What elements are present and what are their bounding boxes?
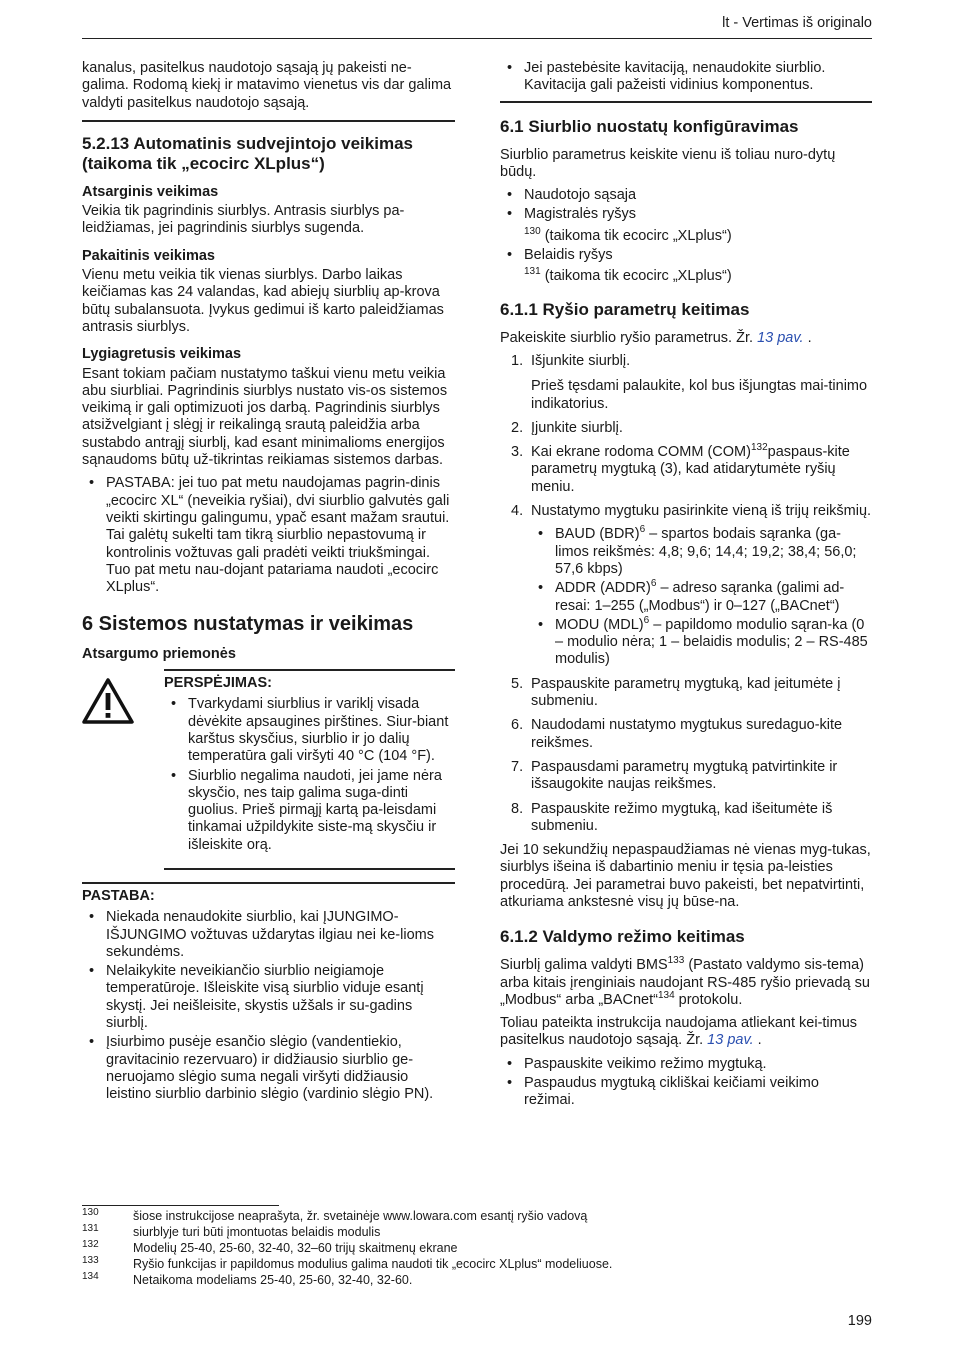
figure-link[interactable]: 13 pav. (757, 329, 804, 346)
step-number: 7. (511, 758, 524, 775)
footnote-ref: 133 (667, 955, 685, 967)
note-list (82, 909, 455, 1103)
note-title: PASTABA: (82, 887, 155, 904)
footnote-number: 133 (82, 1255, 99, 1266)
page-number: 199 (847, 1313, 872, 1329)
cavitation-list (500, 60, 872, 95)
note-text: jei tuo pat metu naudojamas pagrin-dinis „ecocirc XL“ (neveikia ryšiai), dvi siurblio galvutės gali veikti skirtingu galingumu, ypač esant mažam srautui. Tai galėtų sukelti tam tikrą siurblio nepastovumą ir kontrolinis vožtuvas gali pradėti veikti triukšmingai. Tuo pat metu nau-dojant patariama naudoti „ecocirc XLplus“. (106, 475, 450, 596)
footnote-number: 132 (82, 1239, 99, 1250)
warning-content (164, 669, 455, 870)
config-method-item (500, 206, 872, 245)
step-item (500, 444, 872, 496)
mode-step-item: • Paspauskite veikimo režimo mygtuką. (500, 1056, 872, 1073)
section-5-2-13-heading: 5.2.13 Automatinis sudvejintojo veikimas (taikoma tik „ecocirc XLplus“) (82, 133, 413, 173)
section-6-1-2-p1 (500, 957, 872, 1009)
footnote-ref: 6 (639, 524, 646, 536)
step-text: Paspauskite režimo mygtuką, kad išeitumėte iš submeniu. (531, 800, 833, 834)
warning-title: PERSPĖJIMAS: (164, 675, 272, 692)
footnote (82, 1256, 872, 1272)
step-item (500, 676, 872, 711)
config-method-item: • Naudotojo sąsaja (500, 187, 872, 204)
step-text: Įjunkite siurblį. (531, 419, 623, 436)
parallel-mode-title: Lygiagretusis veikimas (82, 346, 242, 363)
step-text: Naudodami nustatymo mygtukus suredaguo-kite reikšmes. (531, 717, 843, 751)
config-methods-list (500, 187, 872, 285)
section-rule (82, 120, 455, 122)
note-label: PASTABA: (106, 475, 175, 492)
footnote-ref: 131 (524, 266, 541, 278)
section-6-1-2-p2 (500, 1015, 872, 1050)
warning-item: • Siurblio negalima naudoti, jei jame nėra skysčio, nes taip galima suga-dinti guolius. Prieš pirmąjį kartą pa-leisdami tinkamai užpildykite siste-mą skysčiu ir išleiskite orą. (164, 768, 455, 854)
section-6-1-1-outro: Jei 10 sekundžių nepaspaudžiamas nė vienas myg-tukas, siurblys išeina iš dabartinio meniu ir tęsia pa-leisties procedūrą. Jei parametrai buvo pakeisti, bet nepatvirtinti, atkuriama ankstesnė visų jų būse-na. (500, 842, 871, 910)
step-number: 3. (511, 444, 524, 461)
safety-title: Atsargumo priemonės (82, 645, 236, 662)
page-header (82, 14, 872, 39)
figure-link[interactable]: 13 pav. (707, 1032, 754, 1049)
fn-131-text: (taikoma tik ecocirc „XLplus“) (544, 268, 732, 285)
footnote-number: 131 (82, 1223, 99, 1234)
config-method-label: Magistralės ryšys (524, 206, 636, 223)
step-number: 4. (511, 503, 524, 520)
step-text: Nustatymo mygtuku pasirinkite vieną iš trijų reikšmių. (531, 503, 872, 520)
step-number: 5. (511, 675, 524, 692)
section-6-1-heading: 6.1 Siurblio nuostatų konfigūravimas (500, 116, 799, 136)
addr-text: – adreso sąranka (galimi ad-resai: 1–255 („Modbus“) ir 0–127 („BACnet“) (555, 580, 845, 614)
p2-text-end: . (753, 1032, 762, 1049)
parallel-mode-text: Esant tokiam pačiam nustatymo taškui vienu metu veikia abu siurbliai. Pagrindinis siurblys nustato vis-os sistemos veikimą ir gali optimizuoti jos darbą. Pagrindinis siurblys atsižvelgiant į slėgį ir reikalingą srautą paleidžia arba sustabdo antrąjį siurblį, kad esant minimalioms energijos sąnaudoms būtų už-tikrintas reikiamas sistemos darbas. (82, 365, 448, 469)
p2-text: Toliau pateikta instrukcija naudojama atliekant kei-timus pasitelkus naudotojo sąsają. Žr. (500, 1015, 858, 1049)
footnote-ref: 130 (524, 225, 541, 237)
warning-triangle-icon (82, 677, 134, 725)
option-addr (531, 580, 872, 615)
warning-list (164, 696, 455, 854)
config-method-item (500, 247, 872, 286)
note-item: • Niekada nenaudokite siurblio, kai ĮJUNGIMO-IŠJUNGIMO vožtuvas uždarytas ilgiau nei ke-lioms sekundėms. (82, 909, 455, 961)
intro-text: Pakeiskite siurblio ryšio parametrus. Žr. (500, 329, 758, 346)
p1-text: Siurblį galima valdyti BMS (500, 957, 668, 974)
footnote-text: siurblyje turi būti įmontuotas belaidis modulis (133, 1225, 381, 1239)
alternating-mode-text: Vienu metu veikia tik vienas siurblys. Darbo laikas keičiamas kas 24 valandas, kad abiejų siurblių ap-krova būtų subalansuota. Įvykus gedimui iš karto paleidžiamas antrasis siurblys. (82, 267, 444, 335)
mode-step-item: • Paspaudus mygtuką cikliškai keičiami veikimo režimai. (500, 1075, 872, 1110)
left-column (82, 60, 455, 1110)
section-6-1-1-intro (500, 330, 872, 347)
option-baud (531, 526, 872, 578)
footnote-number: 130 (82, 1207, 99, 1218)
value-options-list (531, 526, 872, 668)
footnote (82, 1224, 872, 1240)
section-6-heading: 6 Sistemos nustatymas ir veikimas (82, 613, 414, 636)
right-column (500, 60, 872, 1116)
step-number: 8. (511, 800, 524, 817)
section-6-1-1-heading: 6.1.1 Ryšio parametrų keitimas (500, 299, 750, 319)
backup-mode-title: Atsarginis veikimas (82, 183, 219, 200)
step-text: Išjunkite siurblį. (531, 352, 631, 369)
footnote (82, 1240, 872, 1256)
footnote-ref: 6 (650, 578, 657, 590)
alternating-mode-title: Pakaitinis veikimas (82, 247, 215, 264)
step-text: Kai ekrane rodoma (531, 444, 658, 461)
note-item: • Įsiurbimo pusėje esančio slėgio (vandentiekio, gravitacinio rezervuaro) ir didžiausio siurblio ge-neruojamo slėgio suma negali viršyti didžiausio leistino siurblio darbinio slėgio (vardinio slėgio PN). (82, 1034, 455, 1103)
footnote-text: Netaikoma modeliams 25-40, 25-60, 32-40, 32-60. (133, 1273, 413, 1287)
section-6-1-intro: Siurblio parametrus keiskite vienu iš toliau nuro-dytų būdų. (500, 146, 836, 180)
option-modu (531, 617, 872, 669)
section-6-1-2-heading: 6.1.2 Valdymo režimo keitimas (500, 927, 745, 947)
step-text: Paspausdami parametrų mygtuką patvirtinkite ir išsaugokite naujas reikšmes. (531, 758, 838, 793)
p1-text-mid: (Pastato valdymo sis-tema) arba kitais įrenginiais naudojant RS-485 ryšio prievadą su „Modbus“ arba „BACnet“ (500, 957, 870, 1008)
header-text: lt - Vertimas iš originalo (722, 15, 872, 31)
addr-code: ADDR (ADDR) (555, 580, 651, 597)
footnote (82, 1208, 872, 1224)
footnote-ref: 132 (750, 442, 768, 454)
footnote-ref: 6 (643, 615, 650, 626)
backup-mode-text: Veikia tik pagrindinis siurblys. Antrasis siurblys pa-leidžiamas, jei pagrindinis siurblys sugenda. (82, 203, 405, 237)
footnote-rule (82, 1205, 279, 1206)
footnote-text: Modelių 25-40, 25-60, 32-40, 32–60 trijų skaitmenų ekrane (133, 1241, 458, 1255)
note-item: • Nelaikykite neveikiančio siurblio neigiamoje temperatūroje. Išleiskite visą siurblio viduje esantį skystį. Jei neišleisite, skystis užšals ir su-gadins siurblį. (82, 963, 455, 1032)
p1-text-end: protokolu. (674, 991, 743, 1008)
modu-text: – papildomo modulio sąran-ka (0 – modulio nėra; 1 – belaidis modulis; 2 – RS-485 modulis) (555, 616, 868, 668)
step-number: 6. (511, 717, 524, 734)
step-item (500, 503, 872, 669)
step-item (500, 759, 872, 794)
step-text-cont: paspaus-kite parametrų mygtuką (3), kad atidarytumėte ryšių meniu. (531, 444, 850, 495)
comm-code: COMM (COM) (657, 444, 751, 461)
warning-item: • Tvarkydami siurblius ir variklį visada dėvėkite apsaugines pirštines. Siur-biant karštus skysčius, siurblio ir jo dalių temperatūra gali viršyti 40 °C (104 °F). (164, 696, 455, 765)
intro-paragraph: kanalus, pasitelkus naudotojo sąsają jų pakeisti ne-galima. Rodomą kiekį ir matavimo vienetus vis dar galima valdyti pasitelkus naudotojo sąsają. (82, 60, 452, 111)
intro-text-end: . (803, 329, 812, 346)
parallel-note (82, 475, 455, 596)
parallel-note-list (82, 475, 455, 596)
footnote (82, 1272, 872, 1288)
step-item (500, 420, 872, 437)
modu-code: MODU (MDL) (555, 616, 644, 633)
baud-text: – spartos bodais sąranka (ga-limos reikšmės: 4,8; 9,6; 14,4; 19,2; 38,4; 56,0; 57,6 kbps) (555, 526, 857, 577)
baud-code: BAUD (BDR) (555, 526, 640, 543)
fn-131-line (524, 268, 872, 285)
step-number: 1. (511, 352, 524, 369)
fn-130-line (524, 225, 872, 245)
footnote-text: šiose instrukcijose neaprašyta, žr. svetainėje www.lowara.com esantį ryšio vadovą (133, 1209, 588, 1223)
footnote-number: 134 (82, 1271, 99, 1282)
step-item (500, 353, 872, 413)
warning-box (82, 669, 455, 870)
step-number: 2. (511, 419, 524, 436)
section-rule (500, 101, 872, 103)
mode-steps-list (500, 1056, 872, 1110)
footnote-ref: 134 (657, 990, 675, 1002)
note-block (82, 882, 455, 1104)
config-method-label: Belaidis ryšys (524, 247, 613, 264)
step-item (500, 801, 872, 836)
footnote-text: Ryšio funkcijas ir papildomus modulius galima naudoti tik „ecocirc XLplus“ modeliuose. (133, 1257, 613, 1271)
step-item (500, 717, 872, 752)
steps-list (500, 353, 872, 835)
step-sub: Prieš tęsdami palaukite, kol bus išjungtas mai-tinimo indikatorius. (531, 378, 868, 412)
step-text: Paspauskite parametrų mygtuką, kad įeitumėte į submeniu. (531, 675, 841, 710)
footnotes (82, 1205, 872, 1288)
fn-130-text: (taikoma tik ecocirc „XLplus“) (544, 227, 732, 244)
cavitation-item: • Jei pastebėsite kavitaciją, nenaudokite siurblio. Kavitacija gali pažeisti vidinius komponentus. (500, 60, 872, 95)
